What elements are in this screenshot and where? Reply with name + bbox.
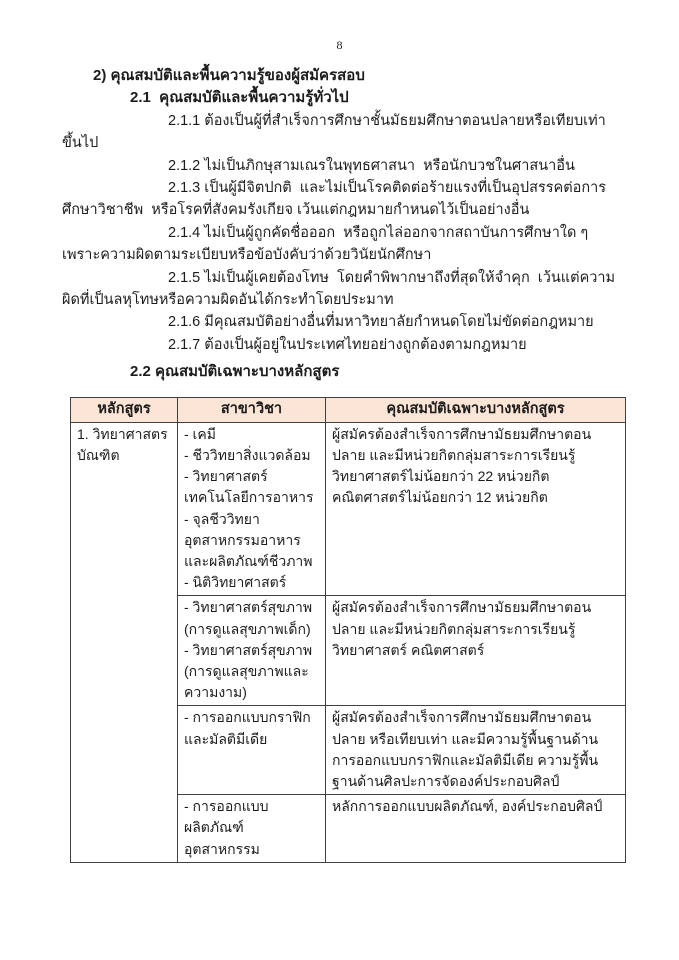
clause-2-1-1: 2.1.1 ต้องเป็นผู้ที่สำเร็จการศึกษาชั้นมัธยมศึกษาตอนปลายหรือเทียบเท่าขึ้นไป <box>62 112 606 152</box>
majors-cell <box>178 596 326 706</box>
column-header-qualification: คุณสมบัติเฉพาะบางหลักสูตร <box>326 397 626 422</box>
program-qualifications-table <box>70 397 626 863</box>
majors-cell <box>178 795 326 863</box>
column-header-program: หลักสูตร <box>71 397 178 422</box>
qualification-cell: หลักการออกแบบผลิตภัณฑ์, องค์ประกอบศิลป์ <box>326 795 626 863</box>
qualification-cell: ผู้สมัครต้องสำเร็จการศึกษามัธยมศึกษาตอนปลาย หรือเทียบเท่า และมีความรู้พื้นฐานด้านการออกแบบกราฟิกและมัลติมีเดีย ความรู้พื้นฐานด้านศิลปะการจัดองค์ประกอบศิลป์ <box>326 706 626 795</box>
column-header-major: สาขาวิชา <box>178 397 326 422</box>
majors-cell <box>178 422 326 596</box>
major-item: - วิทยาศาสตร์เทคโนโลยีการอาหาร <box>184 468 314 506</box>
clause-2-1-5: 2.1.5 ไม่เป็นผู้เคยต้องโทษ โดยคำพิพากษาถึงที่สุดให้จำคุก เว้นแต่ความผิดที่เป็นลหุโทษหรือความผิดอันได้กระทำโดยประมาท <box>62 269 616 309</box>
program-cell: 1. วิทยาศาสตรบัณฑิต <box>71 422 178 862</box>
major-item: - การออกแบบผลิตภัณฑ์อุตสาหกรรม <box>184 798 269 857</box>
page-number: 8 <box>336 38 343 52</box>
major-item: - ชีววิทยาสิ่งแวดล้อม <box>184 446 311 463</box>
major-item: - วิทยาศาสตร์สุขภาพ (การดูแลสุขภาพและความงาม) <box>184 641 313 701</box>
qualification-cell: ผู้สมัครต้องสำเร็จการศึกษามัธยมศึกษาตอนปลาย และมีหน่วยกิตกลุ่มสาระการเรียนรู้วิทยาศาสตร์ไม่น้อยกว่า 22 หน่วยกิต คณิตศาสตร์ไม่น้อยกว่า 12 หน่วยกิต <box>326 422 626 596</box>
clause-2-1-3: 2.1.3 เป็นผู้มีจิตปกติ และไม่เป็นโรคติดต่อร้ายแรงที่เป็นอุปสรรคต่อการศึกษาวิชาชีพ หรือโรคที่สังคมรังเกียจ เว้นแต่กฎหมายกำหนดไว้เป็นอย่างอื่น <box>62 180 607 219</box>
clause-2-1-6: 2.1.6 มีคุณสมบัติอย่างอื่นที่มหาวิทยาลัยกำหนดโดยไม่ขัดต่อกฎหมาย <box>168 314 594 331</box>
section-2-2-heading: 2.2 คุณสมบัติเฉพาะบางหลักสูตร <box>130 363 340 381</box>
section-2-1-heading: 2.1 คุณสมบัติและพื้นความรู้ทั่วไป <box>130 89 349 107</box>
table-row <box>71 422 626 596</box>
majors-cell <box>178 706 326 795</box>
major-item: - เคมี <box>184 425 216 442</box>
major-item: - การออกแบบกราฟิกและมัลติมีเดีย <box>184 709 311 747</box>
clause-2-1-2: 2.1.2 ไม่เป็นภิกษุสามเณรในพุทธศาสนา หรือนักบวชในศาสนาอื่น <box>168 157 575 174</box>
section-2-heading: 2) คุณสมบัติและพื้นความรู้ของผู้สมัครสอบ <box>93 67 365 84</box>
major-item: - วิทยาศาสตร์สุขภาพ (การดูแลสุขภาพเด็ก) <box>184 599 313 637</box>
major-item: - จุลชีววิทยาอุตสาหกรรมอาหารและผลิตภัณฑ์ชีวภาพ <box>184 510 313 569</box>
clause-2-1-4: 2.1.4 ไม่เป็นผู้ถูกคัดชื่อออก หรือถูกไล่ออกจากสถาบันการศึกษาใด ๆ เพราะความผิดตามระเบียบหรือข้อบังคับว่าด้วยวินัยนักศึกษา <box>62 224 593 264</box>
clause-2-1-7: 2.1.7 ต้องเป็นผู้อยู่ในประเทศไทยอย่างถูกต้องตามกฎหมาย <box>168 336 527 353</box>
qualification-cell: ผู้สมัครต้องสำเร็จการศึกษามัธยมศึกษาตอนปลาย และมีหน่วยกิตกลุ่มสาระการเรียนรู้วิทยาศาสตร์ คณิตศาสตร์ <box>326 596 626 706</box>
document-content <box>0 53 679 863</box>
table-header-row <box>71 397 626 422</box>
major-item: - นิติวิทยาศาสตร์ <box>184 574 287 591</box>
